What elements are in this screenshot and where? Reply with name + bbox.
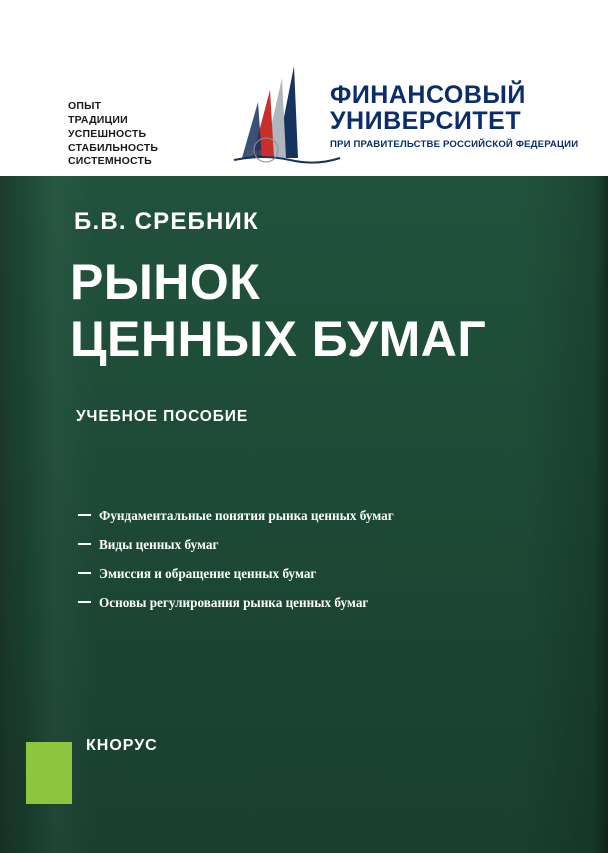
author-name: Б.В. СРЕБНИК: [74, 208, 259, 235]
motto-line-3: УСПЕШНОСТЬ: [68, 127, 147, 140]
publisher-logo-mark: [26, 742, 72, 804]
book-title: [70, 254, 570, 367]
list-item: [78, 537, 548, 553]
dash-bullet-icon: [78, 572, 91, 574]
motto-line-1: ОПЫТ: [68, 100, 102, 112]
motto-line-5: СИСТЕМНОСТЬ: [68, 155, 152, 168]
dash-bullet-icon: [78, 514, 91, 516]
topic-label: Эмиссия и обращение ценных бумаг: [99, 566, 317, 581]
motto-line-2: ТРАДИЦИИ: [68, 113, 128, 126]
topics-list: [78, 508, 548, 624]
university-name-line2: УНИВЕРСИТЕТ: [330, 107, 522, 136]
university-subtitle: ПРИ ПРАВИТЕЛЬСТВЕ РОССИЙСКОЙ ФЕДЕРАЦИИ: [330, 138, 579, 150]
cover-right-edge-shadow: [594, 176, 608, 853]
topic-label: Виды ценных бумаг: [99, 537, 219, 552]
list-item: [78, 595, 548, 611]
cover-header-band: [0, 0, 608, 176]
topic-label: Фундаментальные понятия рынка ценных бумаг: [99, 508, 394, 523]
book-title-line1: РЫНОК: [70, 254, 261, 310]
dash-bullet-icon: [78, 543, 91, 545]
cover-spine-shadow: [0, 176, 26, 853]
university-name-line1: ФИНАНСОВЫЙ: [330, 81, 526, 109]
book-subtitle: УЧЕБНОЕ ПОСОБИЕ: [76, 408, 249, 425]
motto-line-4: СТАБИЛЬНОСТЬ: [68, 141, 159, 154]
book-title-line2: ЦЕННЫХ БУМАГ: [70, 310, 487, 367]
publisher-name: КНОРУС: [86, 737, 158, 754]
university-name-block: [330, 82, 590, 150]
motto-block: [68, 100, 158, 169]
list-item: [78, 566, 548, 582]
list-item: [78, 508, 548, 524]
emblem-year-label: 1919: [246, 150, 263, 157]
topic-label: Основы регулирования рынка ценных бумаг: [99, 595, 369, 610]
dash-bullet-icon: [78, 601, 91, 603]
